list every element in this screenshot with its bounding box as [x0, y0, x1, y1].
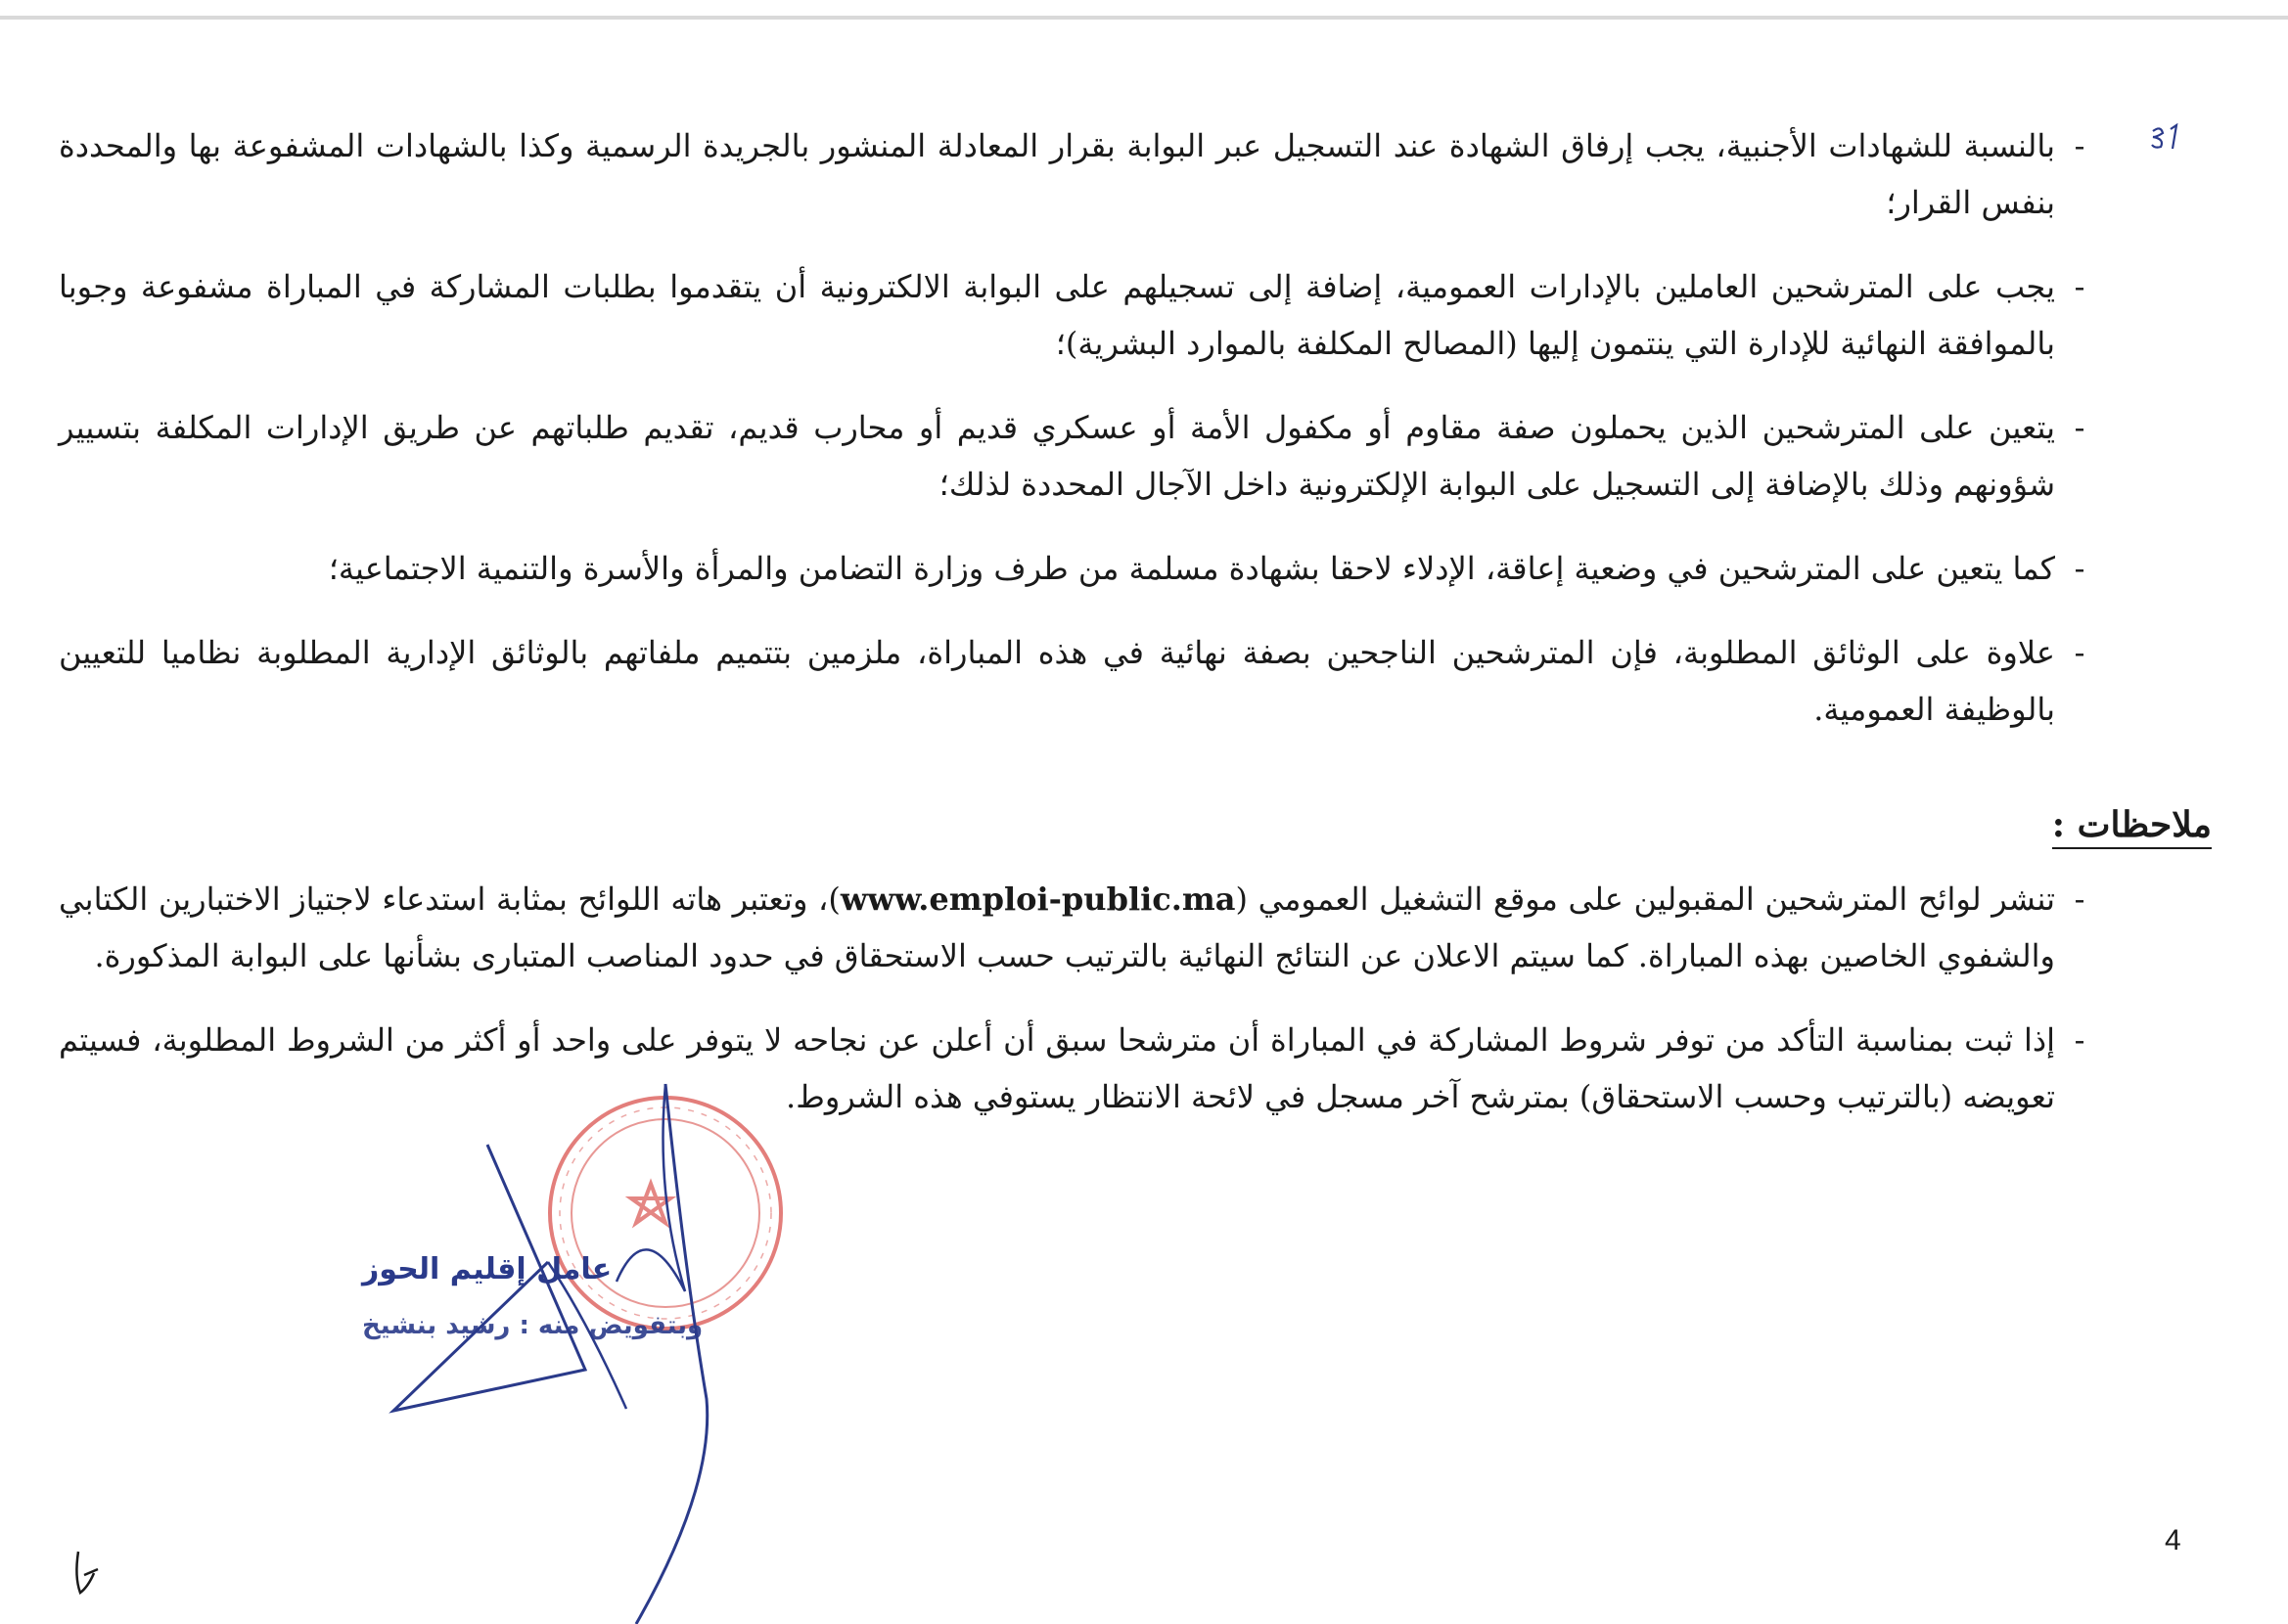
bullet-text: كما يتعين على المترشحين في وضعية إعاقة، الإدلاء لاحقا بشهادة مسلمة من طرف وزارة التضامن والمرأة والأسرة والتنمية الاجتماعية؛ [328, 550, 2055, 587]
bullet-text: بالنسبة للشهادات الأجنبية، يجب إرفاق الشهادة عند التسجيل عبر البوابة بقرار المعادلة المنشور بالجريدة الرسمية وكذا بالشهادات المشفوعة بها والمحددة بنفس القرار؛ [59, 127, 2055, 221]
bullet-dash: - [2074, 880, 2085, 918]
official-seal-icon [343, 1076, 832, 1624]
note-text-part: تنشر لوائح المترشحين المقبولين على موقع التشغيل العمومي ( [1235, 880, 2055, 918]
signature-stamp-block [343, 1076, 832, 1624]
page-number: 4 [2165, 1524, 2181, 1556]
bullet-dash: - [2074, 1021, 2085, 1059]
top-rule [0, 16, 2288, 20]
margin-annotation-mark [2149, 123, 2188, 153]
note-text: إذا ثبت بمناسبة التأكد من توفر شروط المشاركة في المباراة أن مترشحا سبق أن أعلن عن نجاحه لا يتوفر على واحد أو أكثر من الشروط المطلوبة، فسيتم تعويضه (بالترتيب وحسب الاستحقاق) بمترشح آخر مسجل في لائحة الانتظار يستوفي هذه الشروط. [59, 1021, 2055, 1115]
bullet-text: علاوة على الوثائق المطلوبة، فإن المترشحين الناجحين بصفة نهائية في هذه المباراة، ملزمين بتتميم ملفاتهم بالوثائق الإدارية المطلوبة نظاميا للتعيين بالوظيفة العمومية. [59, 634, 2056, 728]
notes-heading: ملاحظات : [2052, 804, 2212, 849]
bullet-text: يجب على المترشحين العاملين بالإدارات العمومية، إضافة إلى تسجيلهم على البوابة الالكترونية أن يتقدموا بطلبات المشاركة في المباراة مشفوعة وجوبا بالموافقة النهائية للإدارة التي ينتمون إليها (المصالح المكلفة بالموارد البشرية)؛ [59, 268, 2055, 362]
note-text-part: )، وتعتبر هاته اللوائح بمثابة استدعاء لاجتياز الاختبارين الكتابي والشفوي الخاصين بهذه المباراة. كما سيتم الاعلان عن النتائج النهائية بالترتيب حسب الاستحقاق في حدود المناصب المتبارى بشأنها على البوابة المذكورة. [59, 880, 2055, 974]
bullet-dash: - [2074, 550, 2085, 587]
bullet-dash: - [2074, 634, 2085, 671]
stamp-line-delegate: وبتفويض منه : رشيد بنشيخ [362, 1311, 704, 1340]
list-item [59, 258, 2104, 372]
bullet-dash: - [2074, 127, 2085, 164]
website-link[interactable]: www.emploi-public.ma [840, 880, 1236, 918]
list-item [59, 117, 2104, 231]
note-text [59, 871, 2055, 984]
list-item [59, 624, 2104, 738]
list-item [59, 540, 2104, 597]
document-body [59, 117, 2212, 1152]
list-item [59, 399, 2104, 513]
bullet-dash: - [2074, 268, 2085, 305]
notes-heading-wrap [59, 765, 2212, 871]
stamp-line-governor: عامل إقليم الحوز [362, 1252, 613, 1286]
bullet-text: يتعين على المترشحين الذين يحملون صفة مقاوم أو مكفول الأمة أو عسكري قديم أو محارب قديم، تقديم طلباتهم عن طريق الإدارات المكلفة بتسيير شؤونهم وذلك بالإضافة إلى التسجيل على البوابة الإلكترونية داخل الآجال المحددة لذلك؛ [59, 409, 2055, 503]
initials-mark [69, 1548, 108, 1597]
bullet-dash: - [2074, 409, 2085, 446]
list-item [59, 871, 2104, 984]
